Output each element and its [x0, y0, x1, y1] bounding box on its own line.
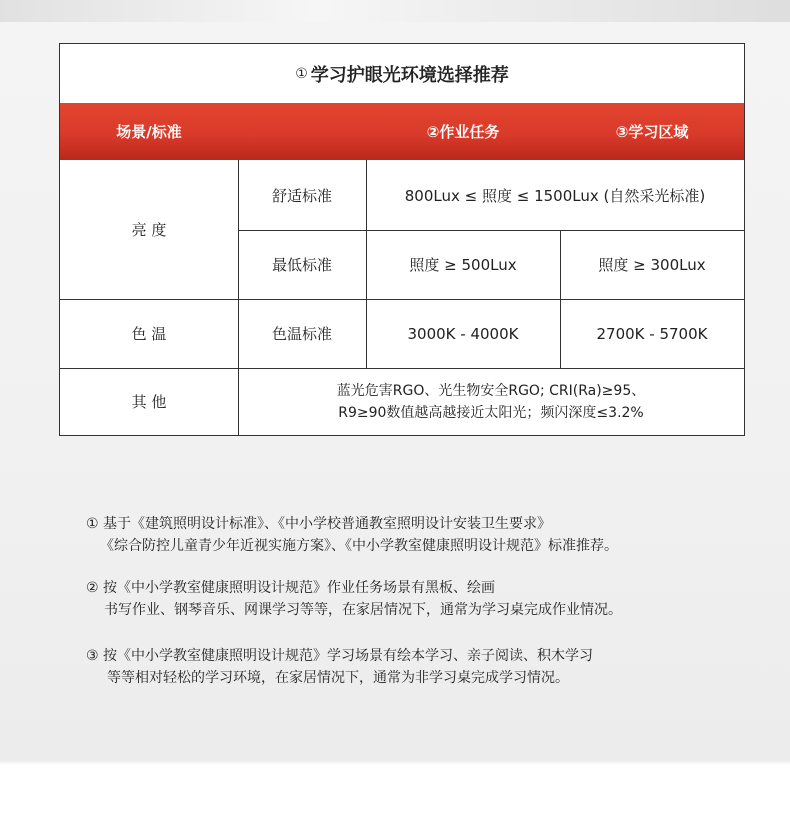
row-label-other: 其 他 [131, 393, 167, 411]
comfort-standard-label: 舒适标准 [271, 186, 332, 205]
footnote-2-line-2: 书写作业、钢琴音乐、网课学习等等，在家居情况下，通常为学习桌完成作业情况。 [104, 602, 622, 618]
footnote-1-line-2: 《综合防控儿童青少年近视实施方案》、《中小学教室健康照明设计规范》标准推荐。 [100, 538, 618, 554]
grid-line [60, 368, 744, 369]
footnote-1 [86, 513, 618, 557]
grid-line [238, 230, 744, 231]
footnote-3 [86, 645, 593, 689]
color-temp-area-value: 2700K - 5700K [596, 324, 708, 343]
title-circled-number: ① [295, 65, 308, 82]
other-line-2: R9≥90数值越高越接近太阳光；频闪深度≤3.2% [338, 404, 644, 421]
row-label-brightness: 亮 度 [131, 221, 167, 239]
color-temp-standard-label: 色温标准 [271, 325, 332, 343]
header-scene-standard: 场景/标准 [116, 123, 182, 141]
footnote-1-line-1: ① 基于《建筑照明设计标准》、《中小学校普通教室照明设计安装卫生要求》 [86, 516, 551, 532]
title-text: 学习护眼光环境选择推荐 [310, 64, 509, 86]
footnote-2-line-1: ② 按《中小学教室健康照明设计规范》作业任务场景有黑板、绘画 [86, 580, 495, 596]
grid-line [238, 160, 239, 435]
color-temp-task-value: 3000K - 4000K [407, 324, 519, 343]
minimum-area-value: 照度 ≥ 300Lux [598, 256, 706, 274]
comfort-standard-value: 800Lux ≤ 照度 ≤ 1500Lux (自然采光标准) [404, 186, 706, 205]
lighting-standard-table [59, 43, 745, 436]
minimum-task-value: 照度 ≥ 500Lux [409, 256, 517, 274]
other-standard-value [238, 368, 744, 435]
header-task: ②作业任务 [426, 123, 500, 141]
header-area: ③学习区域 [615, 123, 689, 141]
other-line-1: 蓝光危害RGO、光生物安全RGO; CRI(Ra)≥95、 [336, 382, 646, 399]
grid-line [366, 160, 367, 368]
minimum-standard-label: 最低标准 [271, 256, 332, 274]
grid-line [60, 299, 744, 300]
row-label-color-temp: 色 温 [131, 325, 167, 343]
table-title [60, 44, 744, 103]
top-banner-shade [0, 0, 790, 22]
footnote-2 [86, 577, 622, 621]
table-header [60, 103, 744, 160]
footnote-3-line-1: ③ 按《中小学教室健康照明设计规范》学习场景有绘本学习、亲子阅读、积木学习 [86, 648, 593, 664]
footnote-3-line-2: 等等相对轻松的学习环境，在家居情况下，通常为非学习桌完成学习情况。 [107, 670, 569, 686]
table-body [60, 160, 744, 435]
